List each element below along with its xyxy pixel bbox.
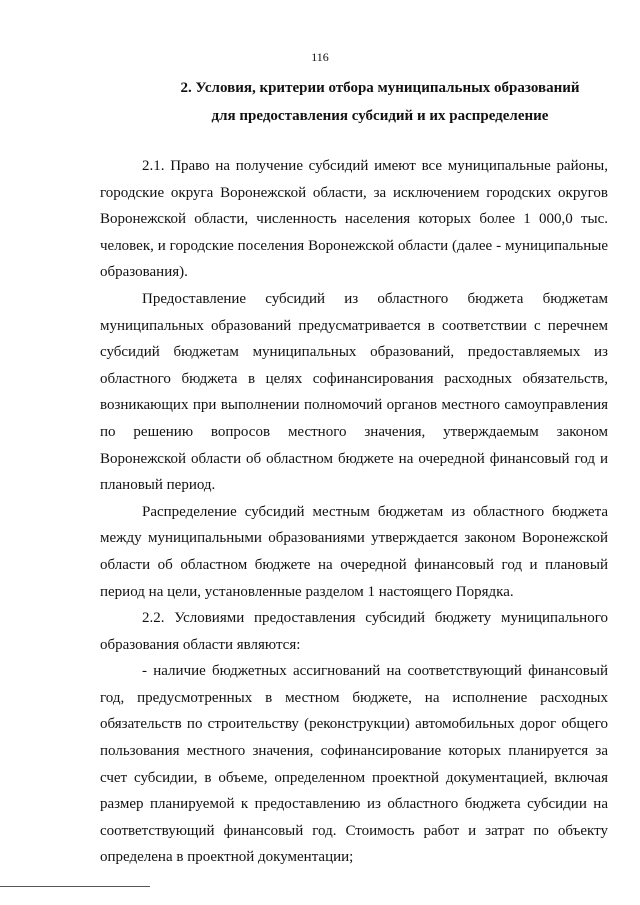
paragraph-subsidy-provision: Предоставление субсидий из областного бюджета бюджетам муниципальных образований предусматривается в соответствии с перечнем субсидий бюджетам муниципальных образований, предоставляемых из областного бюджета в целях софинансирования расходных обязательств, возникающих при выполнении полномочий органов местного самоуправления по решению вопросов местного значения, утверждаемым законом Воронежской области об областном бюджете на очередной финансовый год и плановый период.: [100, 290, 608, 494]
document-body: [100, 153, 608, 871]
paragraph-condition-budget-allocation: - наличие бюджетных ассигнований на соответствующий финансовый год, предусмотренных в местном бюджете, на исполнение расходных обязательств по строительству (реконструкции) автомобильных дорог общего пользования местного значения, софинансирование которых планируется за счет субсидии, в объеме, определенном проектной документацией, включая размер планируемой к предоставлению из областного бюджета субсидии на соответствующий финансовый год. Стоимость работ и затрат по объекту определена в проектной документации;: [100, 663, 608, 866]
page-number: 116: [311, 50, 329, 64]
paragraph-2-2-conditions: 2.2. Условиями предоставления субсидий бюджету муниципального образования области являются:: [100, 610, 608, 653]
paragraph-subsidy-distribution: Распределение субсидий местным бюджетам из областного бюджета между муниципальными образованиями утверждается законом Воронежской области об областном бюджете на очередной финансовый год и плановый период на цели, установленные разделом 1 настоящего Порядка.: [100, 503, 608, 600]
section-heading-line-1: 2. Условия, критерии отбора муниципальных образований: [180, 80, 580, 96]
footer-rule: [0, 886, 150, 887]
section-heading-line-2: для предоставления субсидий и их распределение: [211, 108, 549, 124]
paragraph-2-1-eligibility: 2.1. Право на получение субсидий имеют все муниципальные районы, городские округа Воронежской области, за исключением городских округов Воронежской области, численность населения которых более 1 000,0 тыс. человек, и городские поселения Воронежской области (далее - муниципальные образования).: [100, 158, 608, 281]
